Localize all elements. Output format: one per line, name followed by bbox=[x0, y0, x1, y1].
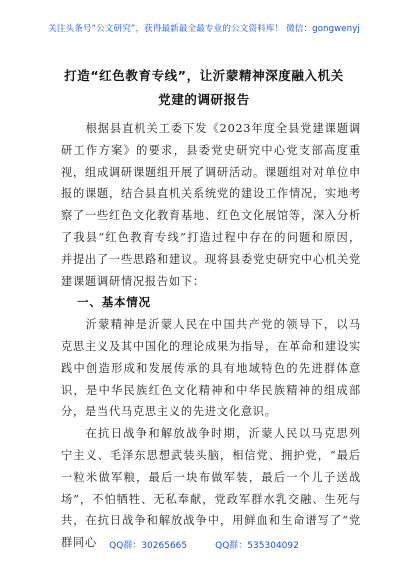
document-body bbox=[61, 118, 361, 554]
document-title: 打造“红色教育专线”，让沂蒙精神深度融入机关党建的调研报告 bbox=[64, 68, 344, 107]
section-heading: 一、基本情况 bbox=[77, 295, 151, 310]
intro-paragraph: 根据县直机关工委下发《2023年度全县党建课题调研工作方案》的要求，县委党史研究中心党支部高度重视，组成调研课题组开展了调研活动。课题组对对单位申报的课题，结合县直机关系统党的建设工作情况，实地考察了一些红色文化教育基地、红色文化展馆等，深入分析了我县“红色教育专线”打造过程中存在的问题和原因，并提出了一些思路和建议。现将县委党史研究中心机关党建课题调研情况报告如下： bbox=[61, 122, 361, 288]
qq-group-2: QQ群：535304092 bbox=[215, 541, 299, 551]
header-banner: 关注头条号“公文研究”，获得最新最全最专业的公文资料库！ 微信：gongwenyj bbox=[48, 24, 360, 34]
footer-contact bbox=[0, 538, 408, 551]
section-paragraph: 沂蒙精神是沂蒙人民在中国共产党的领导下，以马克思主义及其中国化的理论成果为指导，在革命和建设实践中创造形成和发展传承的具有地域特色的先进群体意识，是中华民族红色文化精神和中华民族精神的组成部分，是当代马克思主义的先进文化意识。 bbox=[61, 318, 361, 419]
section-paragraph: 在抗日战争和解放战争时期，沂蒙人民以马克思列宁主义、毛泽东思想武装头脑，相信党、拥护党，“最后一粒米做军粮，最后一块布做军装，最后一个儿子送战场”，不怕牺牲、无私奉献，党政军群水乳交融、生死与共，在抗日战争和解放战争中，用鲜血和生命谱写了“党群同心 bbox=[61, 427, 361, 550]
qq-group-1: QQ群：30265665 bbox=[109, 541, 188, 551]
